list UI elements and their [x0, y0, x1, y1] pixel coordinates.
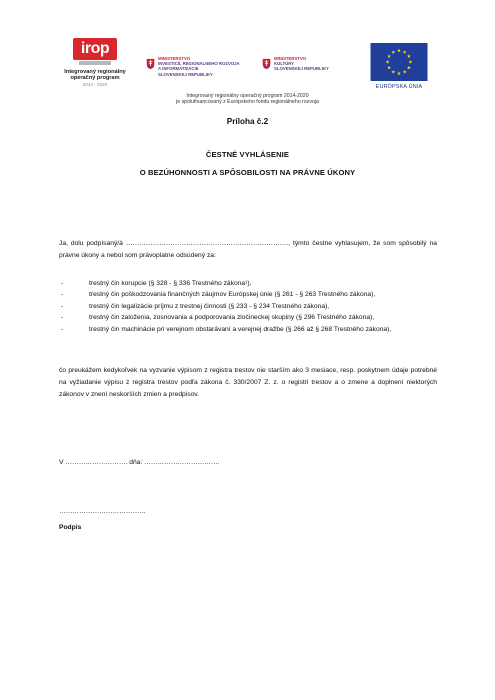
irop-years: 2014 - 2020: [82, 81, 108, 87]
offence-item: - trestný čin poškodzovania finančných záujmov Európskej únie (§ 261 - § 263 Trestného zákona),: [59, 289, 439, 300]
signature-line: …………………………………: [59, 508, 146, 515]
ministry-culture-line3: SLOVENSKEJ REPUBLIKY: [274, 66, 329, 72]
cofinancing-statement: [0, 93, 495, 106]
signature-label: Podpis: [59, 524, 82, 531]
cofinancing-line2: je spolufinancovaný z Európskeho fondu regionálneho rozvoja: [176, 99, 319, 106]
document-title: ČESTNÉ VYHLÁSENIE: [205, 150, 290, 159]
ministry-regional-line4: SLOVENSKEJ REPUBLIKY: [158, 71, 213, 77]
offence-item: - trestný čin machinácie pri verejnom obstarávaní a verejnej dražbe (§ 266 až § 268 Trestného zákona),: [59, 324, 439, 335]
offence-item: - trestný čin založenia, zosnovania a podporovania zločineckej skupiny (§ 296 Trestného zákona),: [59, 312, 439, 323]
slovak-coat-of-arms-icon: [146, 58, 155, 70]
ministry-regional-logo: [146, 56, 240, 77]
irop-name-line2: operačný program: [70, 75, 120, 82]
offence-item: - trestný čin legalizácie príjmu z trestnej činnosti (§ 233 - § 234 Trestného zákona),: [59, 301, 439, 312]
eu-label: EURÓPSKA ÚNIA: [375, 84, 423, 90]
ministry-culture-logo: [262, 56, 329, 72]
irop-name: [62, 69, 128, 82]
declaration-paragraph: Ja, dolu podpísaný/á ………………………………………………………………., týmto čestne vyhlasujem, že som spôsobilý na právne úkony a nebol som právoplatne odsúdený za:: [59, 240, 437, 259]
consent-paragraph: čo preukážem kedykoľvek na vyzvanie výpisom z registra trestov nie starším ako 3 mesiace, resp. poskytnem údaje potrebné na vyžiadanie výpisu z registra trestov podľa zákona č. 330/2007 Z. z. o registri trestov a o zmene a doplnení niektorých zákonov v znení neskorších zmien a predpisov.: [59, 367, 437, 398]
ministry-culture-text: [274, 56, 329, 72]
document-subtitle: O BEZÚHONNOSTI A SPÔSOBILOSTI NA PRÁVNE ÚKONY: [139, 168, 356, 177]
ministry-culture-line1: MINISTERSTVO: [274, 56, 307, 61]
ministry-regional-text: [158, 56, 240, 77]
eu-logo: [368, 43, 430, 90]
place-date-line: V ………………………. dňa: …………………………….: [59, 459, 220, 466]
ministry-culture-line2: KULTÚRY: [274, 61, 295, 67]
offence-item: - trestný čin korupcie (§ 328 - § 336 Trestného zákona¹),: [59, 278, 439, 289]
ministry-regional-line1: MINISTERSTVO: [158, 56, 191, 61]
ministry-regional-line2: INVESTÍCIÍ, REGIONÁLNEHO ROZVOJA: [158, 61, 240, 67]
slovak-coat-of-arms-icon: [262, 58, 271, 70]
ministry-regional-line3: A INFORMATIZÁCIE: [158, 66, 199, 72]
cofinancing-line1: Integrovaný regionálny operačný program 2014-2020: [186, 93, 309, 99]
offences-list: [59, 278, 439, 335]
irop-logo-text: irop: [80, 40, 110, 57]
irop-logo: [62, 38, 128, 88]
annex-heading: Príloha č.2: [226, 117, 269, 126]
irop-logo-mark: [73, 38, 117, 68]
irop-name-line1: Integrovaný regionálny: [64, 69, 126, 75]
eu-flag-icon: [370, 43, 428, 81]
